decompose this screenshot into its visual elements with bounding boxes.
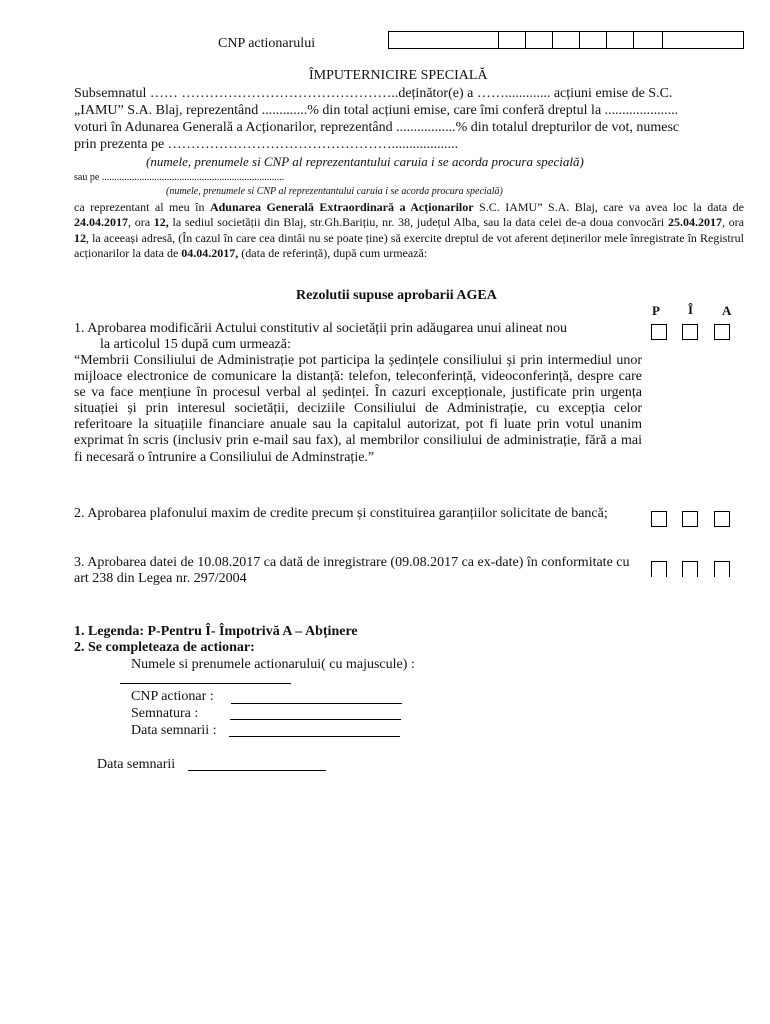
vote-box-2-abtinere[interactable] (714, 511, 730, 527)
vote-box-1-abtinere[interactable] (714, 324, 730, 340)
intro-line-3: voturi în Adunarea Generală a Acționarilor, reprezentând .................% din totalul drepturilor de vot, numesc (74, 120, 680, 135)
vote-box-1-pentru[interactable] (651, 324, 667, 340)
data-semnarii-bottom-label: Data semnarii (97, 757, 176, 772)
data-semnarii-field[interactable] (229, 736, 400, 737)
semnatura-field[interactable] (230, 719, 401, 720)
cnp-input-grid[interactable] (388, 31, 744, 49)
intro-line-2: „IAMU” S.A. Blaj, reprezentând .............% din total acțiuni emise, care îmi conferă dreptul la ..................... (74, 103, 679, 118)
representative-note-1: (numele, prenumele si CNP al reprezentantului caruia i se acorda procura specială) (146, 154, 584, 169)
vote-box-2-pentru[interactable] (651, 511, 667, 527)
column-pentru: P (652, 303, 660, 318)
fill-in-instruction: 2. Se completeaza de actionar: (74, 640, 255, 655)
semnatura-label: Semnatura : (131, 706, 199, 721)
resolution-1-line-1: 1. Aprobarea modificării Actului constitutiv al societății prin adăugarea unui alineat nou (74, 321, 567, 336)
vote-box-3-impotriva[interactable] (682, 561, 698, 577)
sau-pe-line: sau pe ......................................................................... (74, 172, 285, 183)
intro-line-4: prin prezenta pe …………………………………………................... (74, 137, 459, 152)
resolution-1-line-2: la articolul 15 după cum urmează: (100, 337, 291, 352)
shareholder-name-label: Numele si prenumele actionarului( cu majuscule) : (131, 657, 415, 672)
vote-box-1-impotriva[interactable] (682, 324, 698, 340)
intro-line-1: Subsemnatul …… ………………………………………..deținător(e) a ……............. acțiuni emise de S.C. (74, 86, 673, 101)
resolution-1-quote: “Membrii Consiliului de Administrație pot participa la ședințele consiliului și prin intermediul unor mijloace electronice de comunicare la distanță: telefon, teleconferință, videoconferință, despre care se va face mențiune în procesul verbal al ședinței. În cazuri excepționale, justificate prin urgența situației și prin interesul societății, deciziile Consiliului de Administrație, cu excepția celor referitoare la situațiile financiare anuale sau la capitalul autorizat, pot fi luate prin votul unanim exprimat în scris (inclusiv prin e-mail sau fax), al membrilor consiliului de administrație, fără a mai fi necesară o întrunire a Consiliului de Adminstrație.” (74, 353, 642, 465)
mandate-paragraph: ca reprezentant al meu în Adunarea Generală Extraordinară a Acționarilor S.C. IAMU” S.A. Blaj, care va avea loc la data de 24.04.2017, ora 12, la sediul societății din Blaj, str.Gh.Barițiu, nr. 38, județul Alba, sau la data celei de-a doua convocări 25.04.2017, ora 12, la aceeași adresă, (În cazul în care cea dintâi nu se poate ține) să exercite dreptul de vot aferent deținerilor mele înregistrate în Registrul acționarilor la data de 04.04.2017, (data de referință), după cum urmează: (74, 200, 744, 260)
column-abtinere: A (722, 303, 732, 318)
cnp-actionar-field[interactable] (231, 703, 402, 704)
data-semnarii-bottom-field[interactable] (188, 770, 326, 771)
vote-box-3-abtinere[interactable] (714, 561, 730, 577)
shareholder-name-field[interactable] (120, 683, 291, 684)
representative-note-2: (numele, prenumele si CNP al reprezentantului caruia i se acorda procura specială) (166, 186, 503, 197)
document-title: ÎMPUTERNICIRE SPECIALĂ (309, 68, 488, 83)
resolution-3: 3. Aprobarea datei de 10.08.2017 ca dată de inregistrare (09.08.2017 ca ex-date) în conformitate cu art 238 din Legea nr. 297/2004 (74, 555, 630, 586)
vote-box-2-impotriva[interactable] (682, 511, 698, 527)
legend: 1. Legenda: P-Pentru Î- Împotrivă A – Abținere (74, 624, 358, 639)
cnp-label: CNP actionarului (218, 36, 316, 51)
resolutions-heading: Rezolutii supuse aprobarii AGEA (296, 288, 497, 303)
data-semnarii-label: Data semnarii : (131, 723, 217, 738)
vote-box-3-pentru[interactable] (651, 561, 667, 577)
resolution-2: 2. Aprobarea plafonului maxim de credite precum și constituirea garanțiilor solicitate de bancă; (74, 506, 608, 521)
cnp-actionar-label: CNP actionar : (131, 689, 214, 704)
column-impotriva: Î (688, 302, 694, 317)
